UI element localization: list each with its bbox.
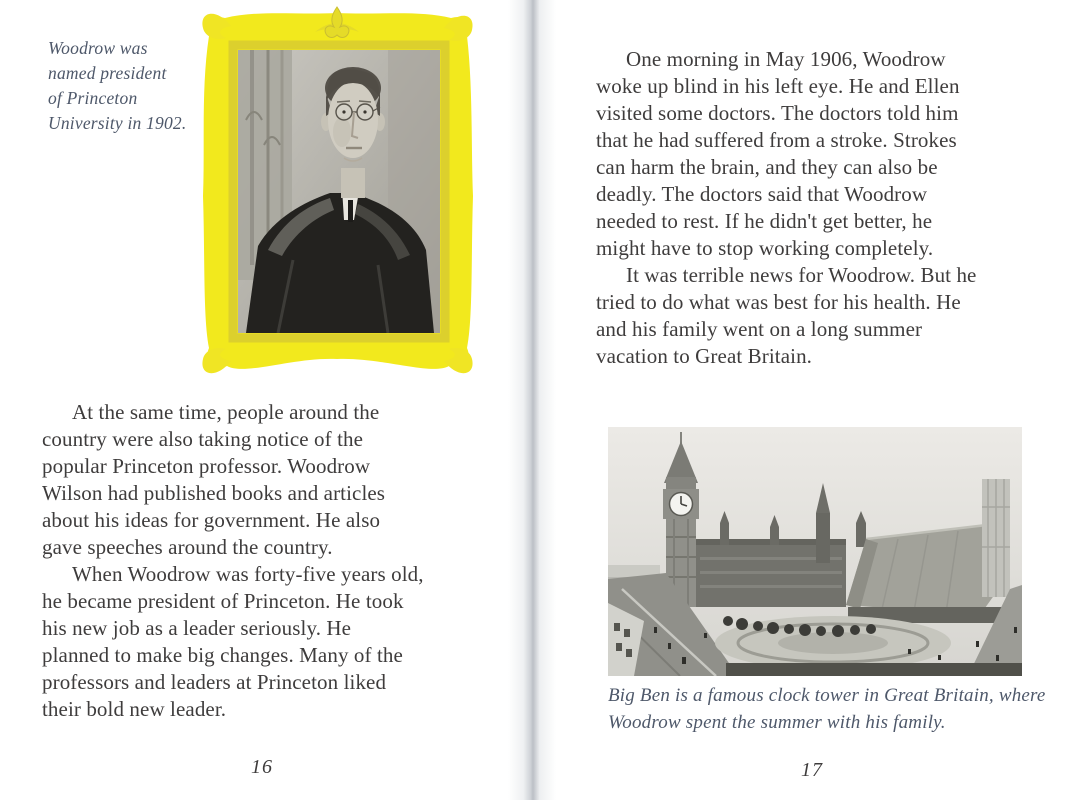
caption-line: Woodrow was (48, 38, 148, 58)
text-line: his new job as a leader seriously. He (42, 616, 352, 640)
text-line: gave speeches around the country. (42, 535, 333, 559)
text-line: tried to do what was best for his health. He (596, 290, 961, 314)
page-gutter-shadow (508, 0, 556, 800)
caption-line: Big Ben is a famous clock tower in Great Britain, where (608, 685, 1046, 706)
text-line: can harm the brain, and they can also be (596, 155, 938, 179)
text-line: woke up blind in his left eye. He and Ellen (596, 74, 960, 98)
text-line: vacation to Great Britain. (596, 344, 813, 368)
text-line: One morning in May 1906, Woodrow (626, 47, 946, 71)
bigben-photo (608, 427, 1022, 676)
text-line: their bold new leader. (42, 697, 227, 721)
portrait-frame (195, 6, 480, 381)
text-line: visited some doctors. The doctors told him (596, 101, 959, 125)
text-line: planned to make big changes. Many of the (42, 643, 403, 667)
right-page-body-text (596, 46, 1052, 370)
text-line: Wilson had published books and articles (42, 481, 386, 505)
text-line: about his ideas for government. He also (42, 508, 381, 532)
text-line: that he had suffered from a stroke. Strokes (596, 128, 957, 152)
text-line: he became president of Princeton. He took (42, 589, 404, 613)
text-line: needed to rest. If he didn't get better, he (596, 209, 933, 233)
portrait-photo (238, 50, 440, 333)
caption-line: University in 1902. (48, 113, 187, 133)
text-line: might have to stop working completely. (596, 236, 934, 260)
right-page-number: 17 (801, 759, 823, 781)
bigben-caption (608, 682, 1068, 736)
text-line: When Woodrow was forty-five years old, (72, 562, 424, 586)
text-line: professors and leaders at Princeton liked (42, 670, 387, 694)
text-line: country were also taking notice of the (42, 427, 364, 451)
text-line: and his family went on a long summer (596, 317, 923, 341)
left-page-body-text (42, 399, 490, 723)
text-line: At the same time, people around the (72, 400, 380, 424)
text-line: popular Princeton professor. Woodrow (42, 454, 371, 478)
caption-line: named president (48, 63, 167, 83)
text-line: It was terrible news for Woodrow. But he (626, 263, 977, 287)
caption-line: of Princeton (48, 88, 138, 108)
text-line: deadly. The doctors said that Woodrow (596, 182, 928, 206)
left-page-number: 16 (251, 756, 273, 778)
caption-line: Woodrow spent the summer with his family. (608, 712, 946, 733)
